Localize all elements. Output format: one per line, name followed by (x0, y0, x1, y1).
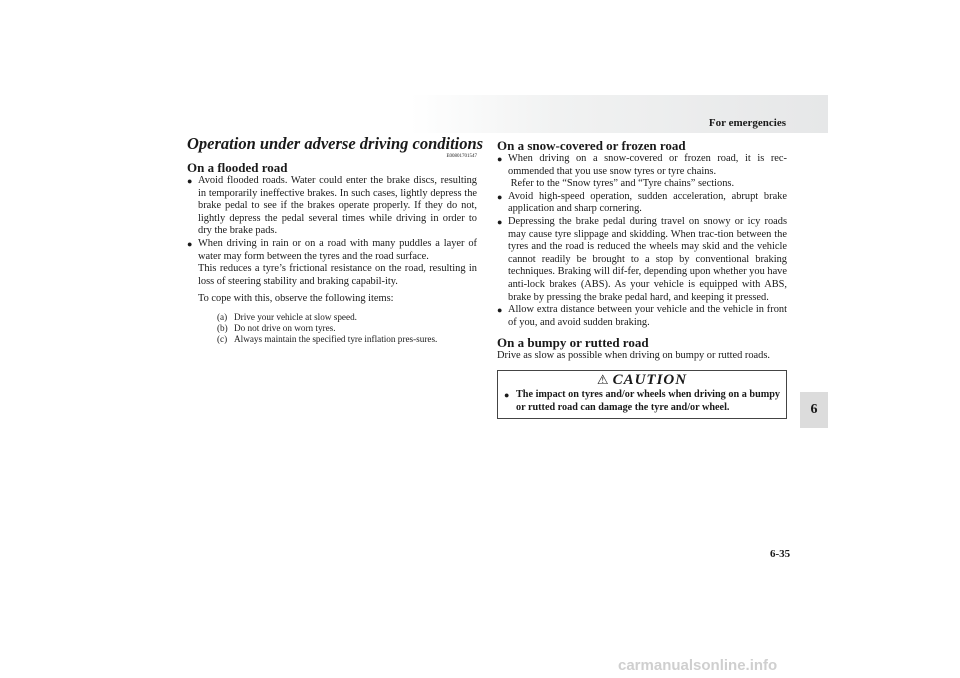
list-item (187, 175, 477, 238)
paragraph: Drive as slow as possible when driving on bumpy or rutted roads. (497, 350, 771, 362)
bullet-icon: ● (187, 238, 193, 249)
bullet-text: Avoid flooded roads. Water could enter the brake discs, resulting in temporarily ineffective brakes. In such cases, lightly depress the brake pedal to see if the brakes operate properly. If they do not, lightly depress the pedal several times while driving in order to dry the brake pads. (198, 175, 477, 237)
bullet-text: When driving in rain or on a road with many puddles a layer of water may form between the tyres and the road surface. (198, 237, 477, 262)
bullet-text: Depressing the brake pedal during travel on snowy or icy roads may cause tyre slippage and skidding. When trac-tion between the tyres and the road is reduced the wheels may skid and the vehicle cannot readily be brought to a stop by conventional braking techniques. Braking will dif-fer, depending upon whether you have anti-lock brakes (ABS). As your vehicle is equipped with ABS, brake by pressing the brake pedal hard, and keeping it pressed. (508, 215, 787, 303)
paragraph: This reduces a tyre’s frictional resistance on the road, resulting in loss of steering stability and braking capabil-ity. (198, 263, 477, 287)
right-column (497, 138, 787, 419)
list-item (497, 153, 787, 191)
caution-label: CAUTION (612, 371, 688, 388)
item-label: (b) (217, 322, 228, 333)
bullet-icon: ● (497, 305, 503, 316)
caution-item (504, 389, 780, 414)
header-title: For emergencies (708, 117, 786, 129)
caution-box (497, 370, 787, 419)
bullet-text: Avoid high-speed operation, sudden acceleration, abrupt brake application and sharp cornering. (508, 190, 787, 215)
heading-bumpy-road: On a bumpy or rutted road (497, 335, 649, 351)
item-label: (a) (217, 311, 228, 322)
list-item (187, 238, 477, 263)
item-label: (c) (217, 333, 228, 344)
list-item (217, 334, 477, 345)
section-code: E00801701547 (446, 154, 477, 159)
bullet-icon: ● (497, 216, 503, 227)
refer-note: Refer to the “Snow tyres” and “Tyre chains” sections. (510, 178, 735, 190)
caution-header (504, 371, 780, 389)
heading-flooded-road: On a flooded road (187, 160, 288, 175)
item-text: Drive your vehicle at slow speed. (234, 311, 357, 322)
left-column (187, 134, 484, 345)
item-list (187, 312, 477, 345)
bullet-text: When driving on a snow-covered or frozen road, it is rec-ommended that you use snow tyres or tyre chains. Refer to the “Snow tyres” and “Tyre chains” sections. (508, 153, 787, 190)
item-text: Do not drive on worn tyres. (234, 322, 336, 333)
bullet-icon: ● (497, 154, 503, 164)
list-item (497, 304, 787, 329)
list-item (497, 191, 787, 216)
page-number: 6-35 (770, 548, 791, 560)
bullet-icon: ● (497, 191, 503, 202)
bullet-text: Allow extra distance between your vehicle and the vehicle in front of you, and avoid sudden braking. (508, 304, 787, 328)
heading-snow-road: On a snow-covered or frozen road (497, 138, 686, 153)
list-item (497, 216, 787, 304)
list-item (217, 323, 477, 334)
chapter-tab: 6 (800, 392, 828, 428)
section-title: Operation under adverse driving conditions (187, 134, 484, 153)
list-item (217, 312, 477, 323)
watermark: carmanualsonline.info (618, 657, 778, 674)
bullet-icon: ● (187, 176, 193, 186)
paragraph: To cope with this, observe the following items: (198, 293, 394, 305)
caution-text: The impact on tyres and/or wheels when driving on a bumpy or rutted road can damage the tyre and/or wheel. (516, 388, 780, 413)
bullet-icon: ● (504, 389, 510, 400)
warning-triangle-icon: ⚠ (596, 371, 609, 387)
item-text: Always maintain the specified tyre inflation pres-sures. (234, 333, 438, 344)
